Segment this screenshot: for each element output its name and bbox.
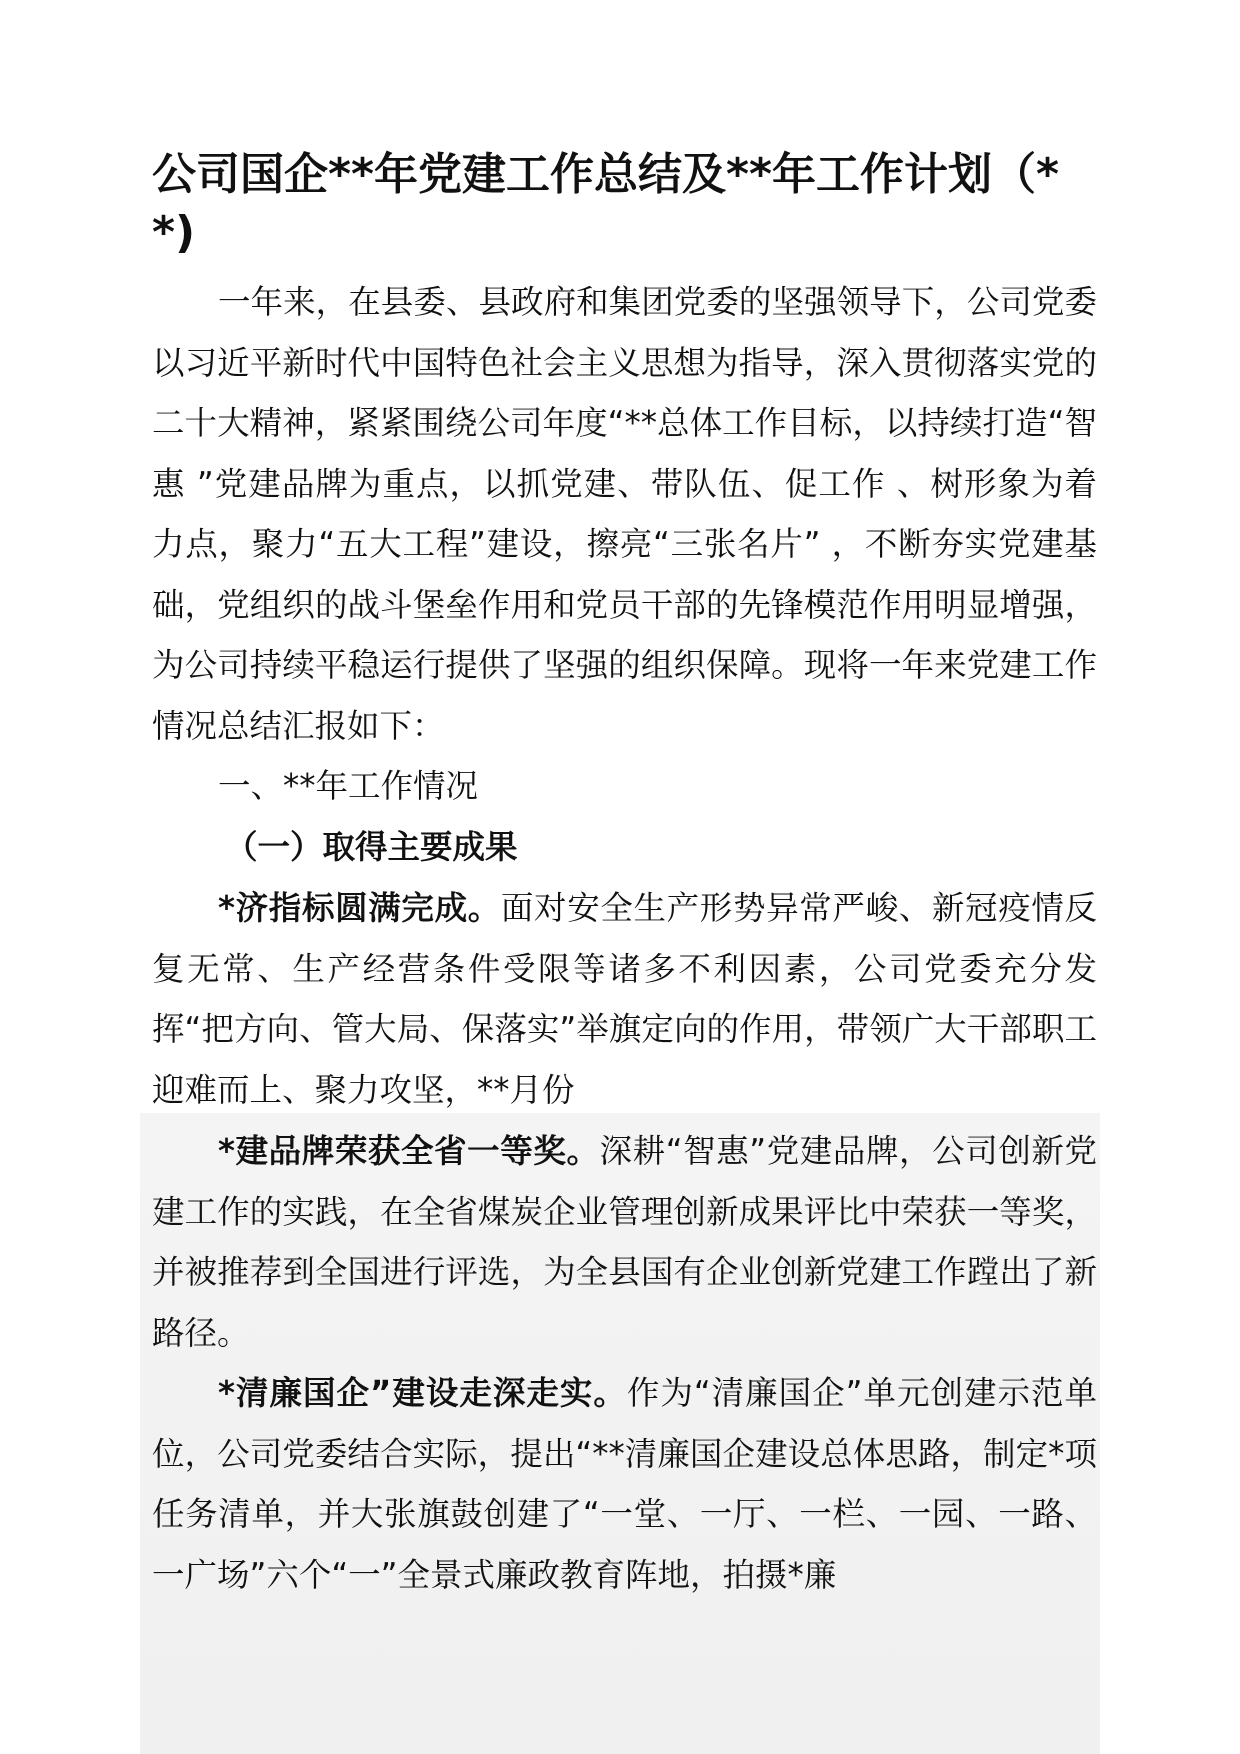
achievement-paragraph <box>152 1363 1097 1605</box>
subsection-heading: （一）取得主要成果 <box>225 828 518 866</box>
achievement-lead: *济指标圆满完成。 <box>218 889 501 927</box>
achievement-text: 面对安全生产形势异常严峻、新冠疫情反复无常、生产经营条件受限等诸多不利因素，公司党委充分发挥“把方向、管大局、保落实”举旗定向的作用，带领广大干部职工迎难而上、聚力攻坚，**月份 <box>152 889 1097 1109</box>
achievement-lead: *建品牌荣获全省一等奖。 <box>218 1132 600 1170</box>
achievement-paragraph <box>152 878 1097 1120</box>
achievement-text: 深耕“智惠”党建品牌，公司创新党建工作的实践，在全省煤炭企业管理创新成果评比中荣获一等奖，并被推荐到全国进行评选，为全县国有企业创新党建工作蹚出了新路径。 <box>152 1132 1097 1352</box>
document-title: 公司国企**年党建工作总结及**年工作计划（**) <box>152 149 1060 258</box>
section-heading: 一、**年工作情况 <box>218 767 479 805</box>
achievement-text: 作为“清廉国企”单元创建示范单位，公司党委结合实际，提出“**清廉国企建设总体思路，制定*项任务清单，并大张旗鼓创建了“一堂、一厅、一栏、一园、一路、一广场”六个“一”全景式廉政教育阵地，拍摄*廉 <box>152 1374 1097 1594</box>
achievement-paragraph <box>152 1121 1097 1363</box>
intro-paragraph: 一年来，在县委、县政府和集团党委的坚强领导下，公司党委以习近平新时代中国特色社会主义思想为指导，深入贯彻落实党的二十大精神，紧紧围绕公司年度“**总体工作目标，以持续打造“智惠 ”党建品牌为重点，以抓党建、带队伍、促工作 、树形象为着力点，聚力“五大工程”建设，擦亮“三张名片” ，不断夯实党建基础，党组织的战斗堡垒作用和党员干部的先锋模范作用明显增强，为公司持续平稳运行提供了坚强的组织保障。现将一年来党建工作情况总结汇报如下： <box>152 283 1097 745</box>
achievement-lead: *清廉国企”建设走深走实。 <box>218 1374 627 1412</box>
